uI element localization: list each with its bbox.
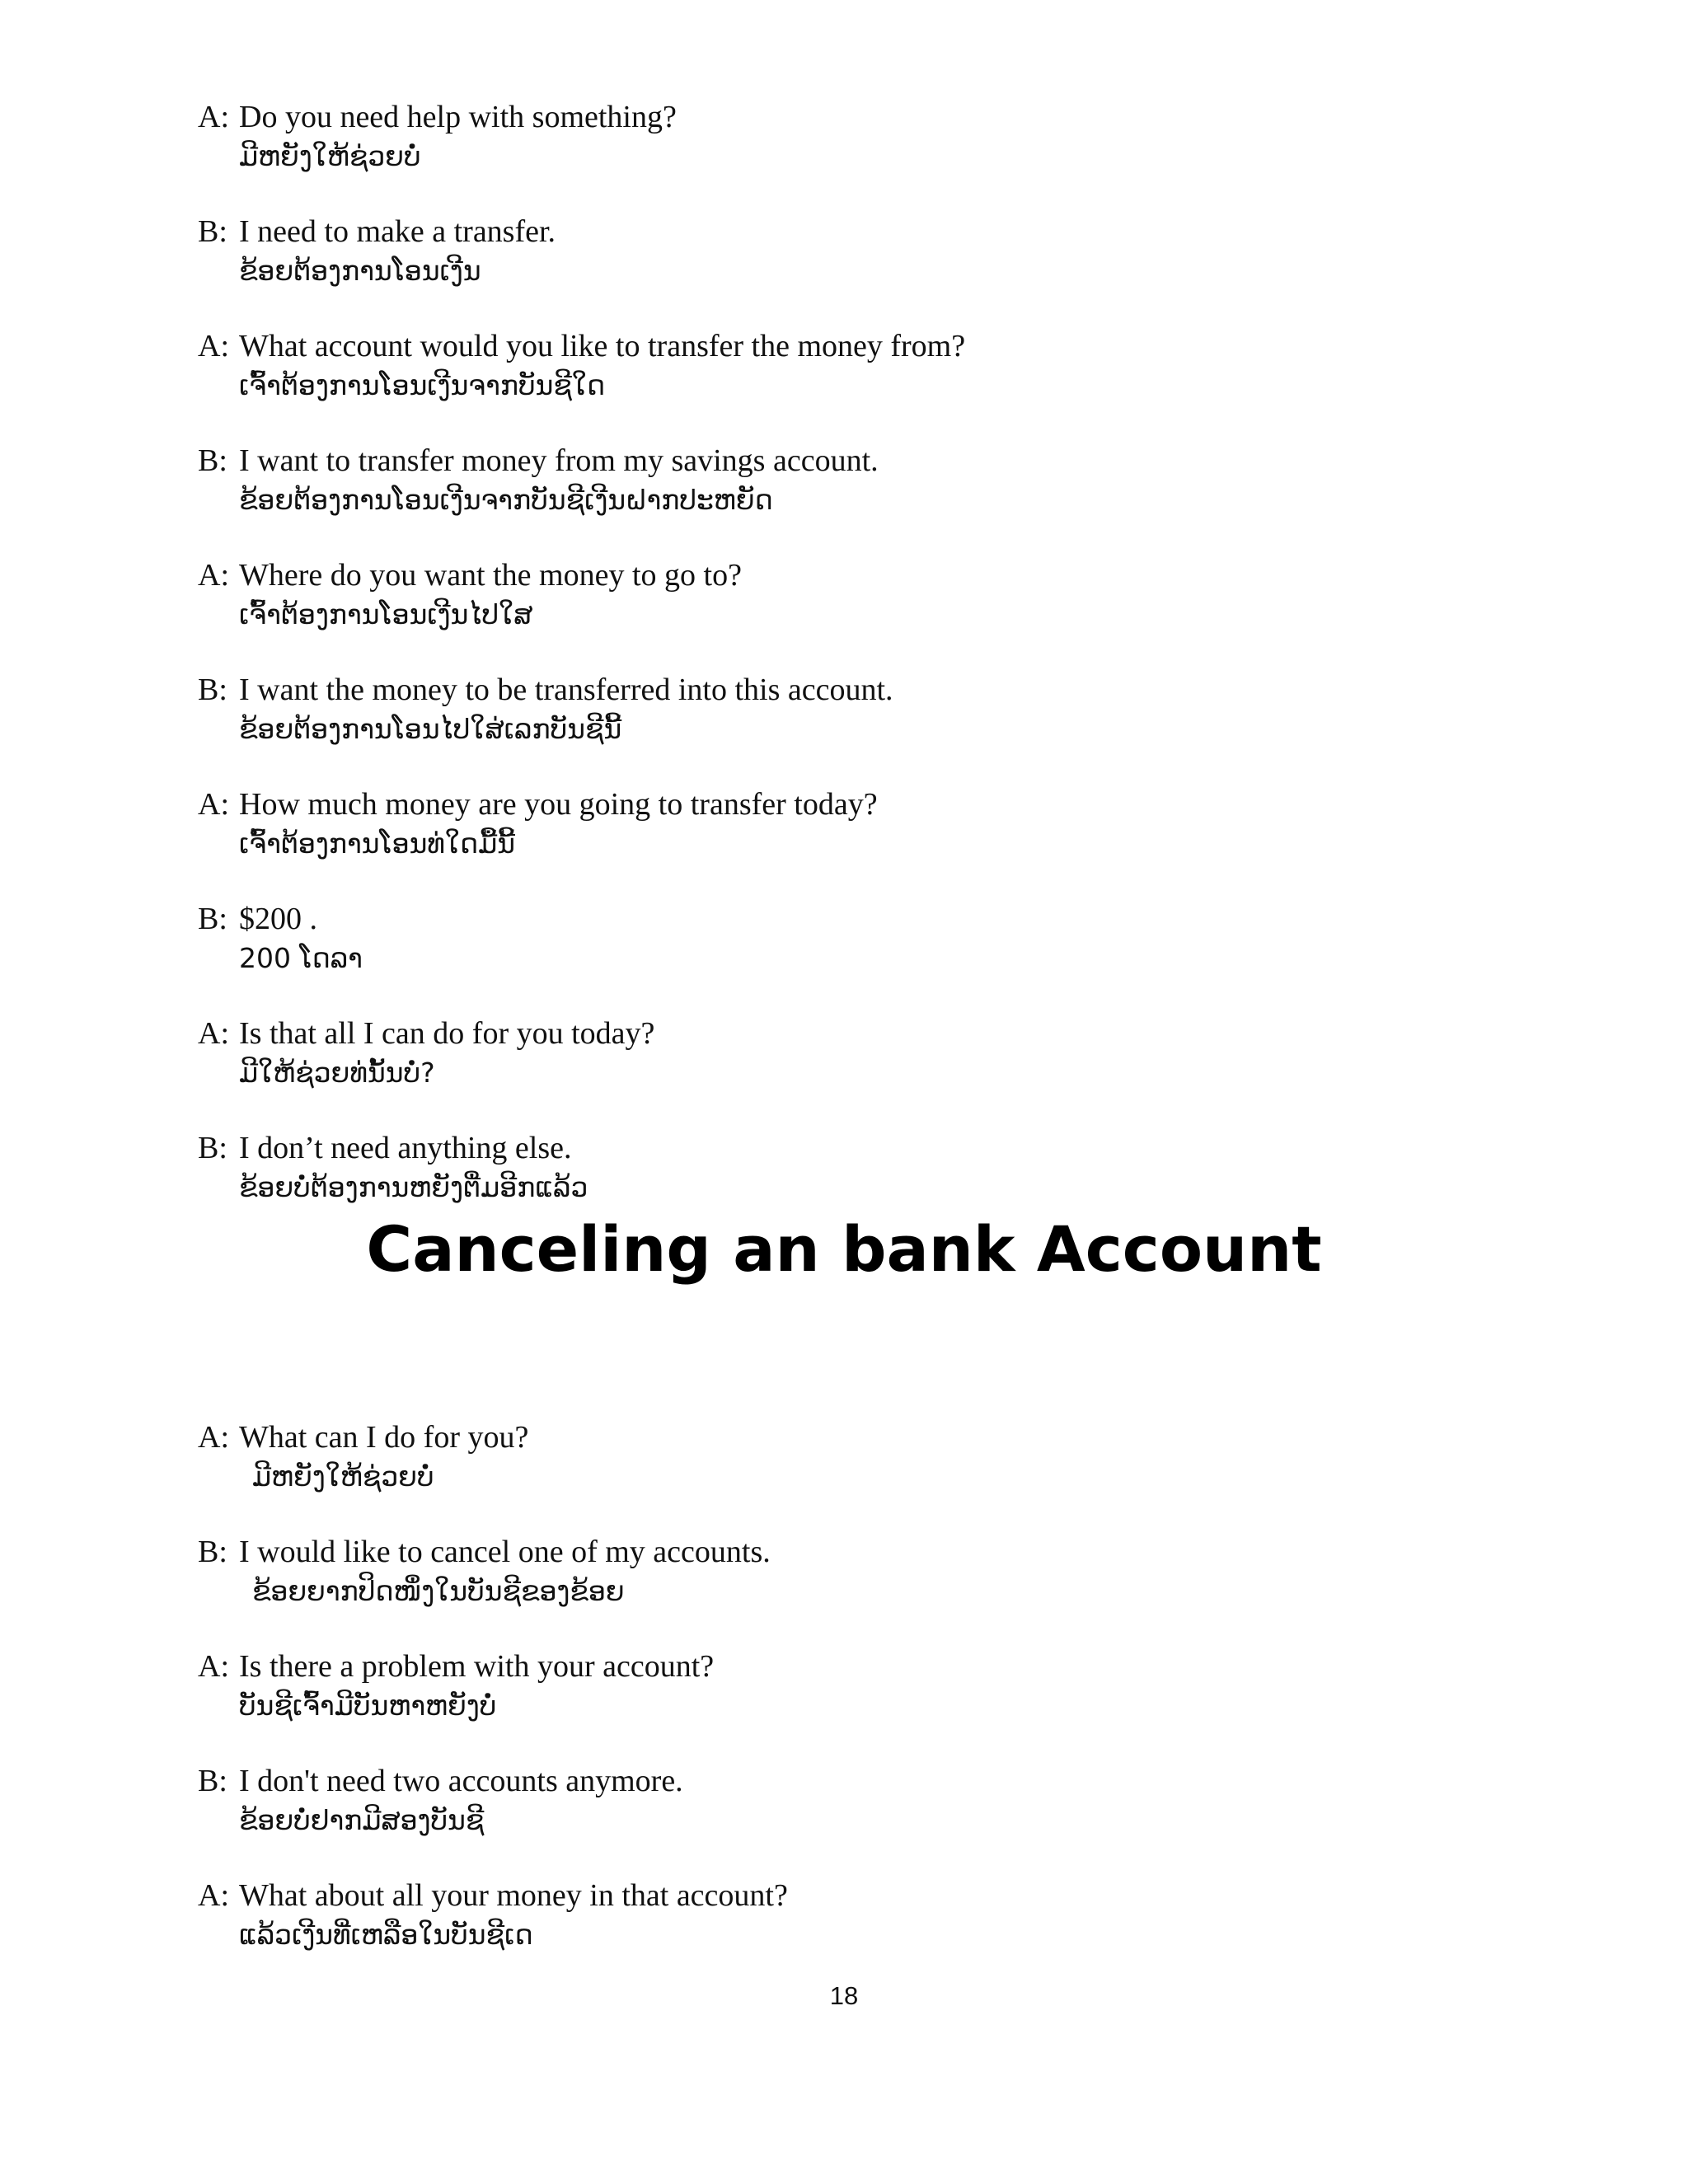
english-text: Do you need help with something? [239, 100, 677, 134]
english-line [198, 1418, 528, 1457]
english-line [198, 97, 677, 137]
english-line [198, 555, 742, 595]
english-text: I need to make a transfer. [239, 214, 556, 249]
lao-translation: ຂ້ອຍຍາກປິດໜຶ່ງໃນບັນຊີຂອງຂ້ອຍ [252, 1575, 625, 1607]
english-text: I want to transfer money from my savings account. [239, 443, 879, 478]
speaker-label: A: [198, 1420, 229, 1455]
lao-translation: ຂ້ອຍຕ້ອງການໂອນເງີນ [239, 255, 481, 287]
english-line [198, 1532, 771, 1572]
lao-translation: ເຈົ້າຕ້ອງການໂອນເງີນຈາກບັນຊີໃດ [239, 369, 606, 401]
english-text: Where do you want the money to go to? [239, 558, 742, 593]
english-line [198, 1876, 788, 1915]
english-line [198, 212, 556, 251]
english-line [198, 670, 893, 710]
lao-translation: ຂ້ອຍບໍ່ຢາກມີສອງບັນຊີ [239, 1804, 485, 1836]
speaker-label: A: [198, 558, 229, 593]
english-text: Is there a problem with your account? [239, 1649, 715, 1684]
speaker-label: B: [198, 902, 227, 936]
lao-translation: ເຈົ້າຕ້ອງການໂອນທ່ໃດມື້ນີ້ [239, 827, 515, 860]
lao-translation: ມີຫຍັງໃຫ້ຊ່ວຍບໍ່ [239, 140, 421, 172]
english-line [198, 326, 965, 366]
english-text: What can I do for you? [239, 1420, 529, 1455]
speaker-label: B: [198, 1131, 227, 1165]
speaker-label: A: [198, 1649, 229, 1684]
english-line [198, 441, 879, 480]
speaker-label: B: [198, 673, 227, 707]
english-line [198, 899, 317, 939]
speaker-label: B: [198, 443, 227, 478]
speaker-label: A: [198, 1016, 229, 1051]
speaker-label: B: [198, 1764, 227, 1798]
lao-translation: ເຈົ້າຕ້ອງການໂອນເງີນໄປໃສ [239, 598, 533, 630]
english-text: I want the money to be transferred into this account. [239, 673, 893, 707]
lao-translation: ແລ້ວເງີນທີ່ເຫລືອໃນບັນຊີເດ [239, 1919, 533, 1951]
english-text: I don’t need anything else. [239, 1131, 572, 1165]
english-text: Is that all I can do for you today? [239, 1016, 655, 1051]
english-text: I would like to cancel one of my accounts. [239, 1535, 771, 1569]
section-heading: Canceling an bank Account [366, 1212, 1322, 1286]
english-line [198, 1761, 683, 1801]
lao-translation: ມີໃຫ້ຊ່ວຍທ່ນັ້ນບໍ່? [239, 1057, 435, 1089]
english-line [198, 1647, 714, 1686]
english-text: How much money are you going to transfer today? [239, 787, 878, 822]
speaker-label: A: [198, 100, 229, 134]
lao-translation: 200 ໂດລາ [239, 942, 363, 974]
english-text: I don't need two accounts anymore. [239, 1764, 683, 1798]
lao-translation: ຂ້ອຍຕ້ອງການໂອນໄປໃສ່ເລກບັນຊີນີ້ [239, 713, 622, 745]
page-number: 18 [829, 1981, 859, 2010]
english-line [198, 1128, 571, 1168]
speaker-label: B: [198, 214, 227, 249]
speaker-label: A: [198, 329, 229, 363]
speaker-label: A: [198, 787, 229, 822]
english-text: What about all your money in that account? [239, 1878, 788, 1913]
lao-translation: ຂ້ອຍບໍ່ຕ້ອງການຫຍັງຕື່ມອີກແລ້ວ [239, 1171, 588, 1203]
english-text: $200 . [239, 902, 317, 936]
lao-translation: ບັນຊີເຈົ້າມີບັນຫາຫຍັງບໍ່ [239, 1690, 497, 1722]
english-line [198, 785, 878, 824]
english-line [198, 1014, 654, 1053]
lao-translation: ມີຫຍັງໃຫ້ຊ່ວຍບໍ່ [252, 1460, 434, 1493]
speaker-label: A: [198, 1878, 229, 1913]
speaker-label: B: [198, 1535, 227, 1569]
english-text: What account would you like to transfer the money from? [239, 329, 966, 363]
lao-translation: ຂ້ອຍຕ້ອງການໂອນເງີນຈາກບັນຊີເງີນຝາກປະຫຍັດ [239, 484, 773, 516]
